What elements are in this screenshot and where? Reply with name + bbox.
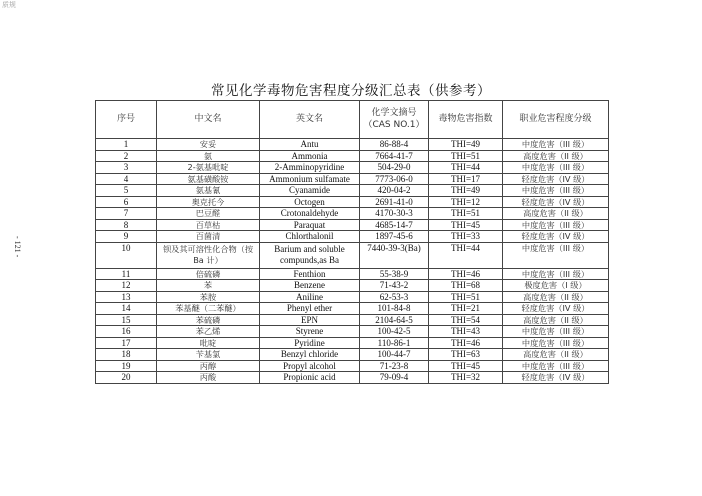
cell-cas: 1897-45-6 [360, 231, 429, 243]
table-row [96, 162, 609, 174]
cell-cas: 100-44-7 [360, 349, 429, 361]
table-row [96, 242, 609, 268]
cell-thi: THI=21 [429, 303, 503, 315]
cell-cas: 86-88-4 [360, 139, 429, 151]
cell-en-name: EPN [260, 314, 360, 326]
cell-index: 6 [96, 196, 157, 208]
table-row [96, 303, 609, 315]
cell-cn-name: 丙酸 [157, 372, 260, 384]
cell-cas: 4685-14-7 [360, 219, 429, 231]
cell-grade: 高度危害（II 级） [503, 291, 609, 303]
table-row [96, 173, 609, 185]
cell-grade: 高度危害（II 级） [503, 208, 609, 220]
cell-grade: 高度危害（II 级） [503, 314, 609, 326]
cell-index: 10 [96, 242, 157, 268]
cell-grade: 中度危害（III 级） [503, 139, 609, 151]
cell-grade: 高度危害（II 级） [503, 349, 609, 361]
cell-en-name: Propionic acid [260, 372, 360, 384]
cell-thi: THI=33 [429, 231, 503, 243]
table-row [96, 314, 609, 326]
cell-cas: 71-23-8 [360, 360, 429, 372]
cell-en-name: Ammonia [260, 150, 360, 162]
toxicity-table [95, 100, 609, 384]
cell-en-name: Antu [260, 139, 360, 151]
cell-cn-name: 丙醇 [157, 360, 260, 372]
table-row [96, 231, 609, 243]
cell-en-name: Barium and soluble compunds,as Ba [260, 242, 360, 268]
cell-grade: 轻度危害（IV 级） [503, 196, 609, 208]
cell-cn-name: 奥克托今 [157, 196, 260, 208]
cell-en-name: Benzyl chloride [260, 349, 360, 361]
cell-index: 16 [96, 326, 157, 338]
cell-grade: 轻度危害（IV 级） [503, 303, 609, 315]
cell-thi: THI=51 [429, 208, 503, 220]
header-thi: 毒物危害指数 [429, 101, 503, 139]
cell-en-name: Fenthion [260, 268, 360, 280]
cell-cas: 62-53-3 [360, 291, 429, 303]
cell-cas: 71-43-2 [360, 280, 429, 292]
cell-cas: 7664-41-7 [360, 150, 429, 162]
cell-cn-name: 氨 [157, 150, 260, 162]
cell-index: 20 [96, 372, 157, 384]
header-en-name: 英文名 [260, 101, 360, 139]
table-row [96, 372, 609, 384]
cell-index: 8 [96, 219, 157, 231]
table-row [96, 349, 609, 361]
cell-cn-name: 苯乙烯 [157, 326, 260, 338]
cell-cn-name: 苯基醚（二苯醚） [157, 303, 260, 315]
header-index: 序号 [96, 101, 157, 139]
cell-en-name: 2-Amminopyridine [260, 162, 360, 174]
table-row [96, 291, 609, 303]
cell-cn-name: 百菌清 [157, 231, 260, 243]
cell-index: 5 [96, 185, 157, 197]
cell-index: 7 [96, 208, 157, 220]
cell-cn-name: 氨基磺酸铵 [157, 173, 260, 185]
cell-cn-name: 安妥 [157, 139, 260, 151]
cell-en-name: Pyridine [260, 337, 360, 349]
table-body [96, 139, 609, 384]
table-row [96, 326, 609, 338]
cell-cn-name: 钡及其可溶性化合物（按 Ba 计） [157, 242, 260, 268]
cell-thi: THI=54 [429, 314, 503, 326]
cell-en-name: Crotonaldehyde [260, 208, 360, 220]
cell-grade: 中度危害（III 级） [503, 360, 609, 372]
cell-grade: 中度危害（III 级） [503, 326, 609, 338]
cell-thi: THI=49 [429, 185, 503, 197]
cell-cn-name: 苯 [157, 280, 260, 292]
header-cas: 化学文摘号 （CAS NO.1） [360, 101, 429, 139]
cell-en-name: Ammonium sulfamate [260, 173, 360, 185]
cell-en-name: Octogen [260, 196, 360, 208]
cell-thi: THI=46 [429, 268, 503, 280]
cell-thi: THI=63 [429, 349, 503, 361]
cell-cas: 504-29-0 [360, 162, 429, 174]
cell-index: 17 [96, 337, 157, 349]
cell-cn-name: 苯硫磷 [157, 314, 260, 326]
cell-grade: 高度危害（II 级） [503, 150, 609, 162]
cell-thi: THI=17 [429, 173, 503, 185]
table-row [96, 139, 609, 151]
cell-cn-name: 氨基氰 [157, 185, 260, 197]
cell-index: 18 [96, 349, 157, 361]
cell-thi: THI=51 [429, 291, 503, 303]
cell-thi: THI=32 [429, 372, 503, 384]
cell-thi: THI=49 [429, 139, 503, 151]
table-row [96, 360, 609, 372]
cell-grade: 中度危害（III 级） [503, 185, 609, 197]
cell-en-name: Styrene [260, 326, 360, 338]
cell-cn-name: 巴豆醛 [157, 208, 260, 220]
table-row [96, 337, 609, 349]
cell-thi: THI=44 [429, 242, 503, 268]
page-number: - 121 - [13, 236, 22, 258]
cell-index: 9 [96, 231, 157, 243]
cell-grade: 中度危害（III 级） [503, 219, 609, 231]
cell-index: 14 [96, 303, 157, 315]
cell-cn-name: 吡啶 [157, 337, 260, 349]
cell-index: 19 [96, 360, 157, 372]
cell-en-name: Propyl alcohol [260, 360, 360, 372]
cell-cas: 79-09-4 [360, 372, 429, 384]
cell-en-name: Cyanamide [260, 185, 360, 197]
cell-index: 11 [96, 268, 157, 280]
cell-grade: 中度危害（III 级） [503, 242, 609, 268]
cell-thi: THI=43 [429, 326, 503, 338]
cell-cn-name: 苯胺 [157, 291, 260, 303]
table-row [96, 208, 609, 220]
header-cn-name: 中文名 [157, 101, 260, 139]
cell-grade: 极度危害（I 级） [503, 280, 609, 292]
cell-en-name: Paraquat [260, 219, 360, 231]
cell-thi: THI=45 [429, 360, 503, 372]
cell-en-name: Phenyl ether [260, 303, 360, 315]
cell-cn-name: 倍硫磷 [157, 268, 260, 280]
cell-cas: 100-42-5 [360, 326, 429, 338]
cell-cn-name: 2-氨基吡啶 [157, 162, 260, 174]
cell-cn-name: 苄基氯 [157, 349, 260, 361]
cell-index: 3 [96, 162, 157, 174]
table-row [96, 150, 609, 162]
cell-cas: 7440-39-3(Ba) [360, 242, 429, 268]
header-grade: 职业危害程度分级 [503, 101, 609, 139]
cell-en-name: Chlorthalonil [260, 231, 360, 243]
table-row [96, 219, 609, 231]
cell-grade: 轻度危害（IV 级） [503, 173, 609, 185]
table-row [96, 268, 609, 280]
cell-thi: THI=46 [429, 337, 503, 349]
corner-tag: 质规 [2, 1, 16, 9]
cell-grade: 轻度危害（IV 级） [503, 372, 609, 384]
cell-thi: THI=68 [429, 280, 503, 292]
cell-index: 12 [96, 280, 157, 292]
cell-thi: THI=44 [429, 162, 503, 174]
cell-cn-name: 百草枯 [157, 219, 260, 231]
cell-grade: 轻度危害（IV 级） [503, 231, 609, 243]
cell-index: 4 [96, 173, 157, 185]
cell-index: 15 [96, 314, 157, 326]
cell-cas: 7773-06-0 [360, 173, 429, 185]
cell-cas: 420-04-2 [360, 185, 429, 197]
cell-cas: 2104-64-5 [360, 314, 429, 326]
cell-thi: THI=51 [429, 150, 503, 162]
cell-thi: THI=12 [429, 196, 503, 208]
document-title: 常见化学毒物危害程度分级汇总表（供参考） [211, 83, 491, 99]
cell-cas: 4170-30-3 [360, 208, 429, 220]
cell-index: 13 [96, 291, 157, 303]
cell-grade: 中度危害（III 级） [503, 268, 609, 280]
cell-en-name: Benzene [260, 280, 360, 292]
cell-cas: 110-86-1 [360, 337, 429, 349]
cell-thi: THI=45 [429, 219, 503, 231]
cell-cas: 55-38-9 [360, 268, 429, 280]
cell-cas: 101-84-8 [360, 303, 429, 315]
table-row [96, 196, 609, 208]
table-header-row [96, 101, 609, 139]
cell-cas: 2691-41-0 [360, 196, 429, 208]
cell-en-name: Aniline [260, 291, 360, 303]
cell-grade: 中度危害（III 级） [503, 162, 609, 174]
table-row [96, 185, 609, 197]
cell-index: 2 [96, 150, 157, 162]
cell-index: 1 [96, 139, 157, 151]
cell-grade: 中度危害（III 级） [503, 337, 609, 349]
table-row [96, 280, 609, 292]
